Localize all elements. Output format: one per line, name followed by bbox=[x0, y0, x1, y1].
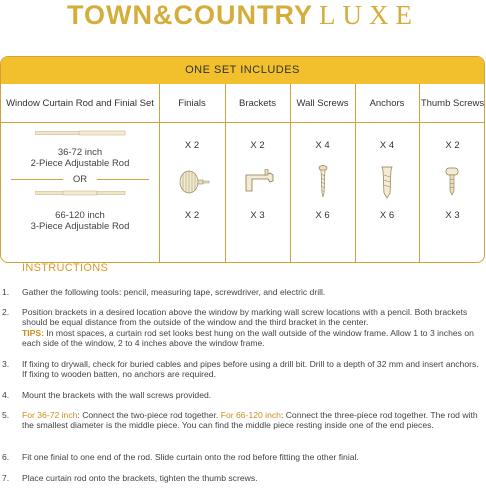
col-header-finials: Finials bbox=[178, 98, 206, 109]
step-number: 2. bbox=[2, 307, 10, 317]
step-text: If fixing to drywall, check for buried cables and pipes before using a drill bit. Drill to a depth of 32 mm and insert anchors. If fixing to wooden batten, no anchors are required. bbox=[22, 359, 479, 380]
size-highlight: For 36-72 inch bbox=[22, 410, 78, 420]
finials-qty-2: X 2 bbox=[184, 210, 200, 221]
step-text: : Connect the three-piece rod together. The rod with the smallest diameter is the middle piece. You can find the middle piece resting inside one of the end pieces. bbox=[22, 410, 478, 431]
contents-table bbox=[0, 56, 485, 263]
col-header-wall-screws: Wall Screws bbox=[296, 98, 349, 109]
instructions-title: INSTRUCTIONS bbox=[22, 262, 109, 274]
brand-sub: LUXE bbox=[319, 0, 419, 30]
step-text: : Connect the two-piece rod together. bbox=[77, 410, 221, 420]
rod2-size: 66-120 inch bbox=[55, 210, 105, 221]
step-number: 1. bbox=[2, 287, 10, 297]
col-divider bbox=[419, 84, 420, 263]
header-divider bbox=[1, 122, 484, 123]
step-text-block bbox=[22, 307, 480, 349]
table-title: ONE SET INCLUDES bbox=[1, 57, 484, 84]
bracket-icon bbox=[242, 169, 276, 195]
rod1-size: 36-72 inch bbox=[57, 147, 103, 158]
step-number: 5. bbox=[2, 410, 10, 420]
step-text: Position brackets in a desired location above the window by marking wall screw locations with a pencil. Both brackets should be equal distance from the outside of the window and the third bracket in the center. bbox=[22, 307, 468, 328]
col-header-anchors: Anchors bbox=[369, 98, 405, 109]
brand-logo bbox=[0, 0, 486, 34]
thumb-screws-qty-2: X 3 bbox=[445, 210, 460, 221]
anchors-qty-2: X 6 bbox=[379, 210, 395, 221]
col-divider bbox=[355, 84, 356, 263]
rod-3-piece-icon bbox=[35, 189, 127, 197]
brand-name: TOWN&COUNTRY bbox=[67, 0, 313, 30]
col-divider bbox=[290, 84, 291, 263]
wall-screws-qty-1: X 4 bbox=[315, 140, 330, 151]
step-number: 3. bbox=[2, 359, 10, 369]
tips-label: TIPS: bbox=[22, 327, 44, 338]
anchors-qty-1: X 4 bbox=[379, 140, 395, 151]
thumb-screw-icon bbox=[444, 167, 460, 197]
brackets-qty-1: X 2 bbox=[250, 140, 265, 151]
finial-icon bbox=[177, 168, 211, 196]
step-text: Gather the following tools: pencil, measuring tape, screwdriver, and electric drill. bbox=[22, 287, 326, 297]
step-number: 6. bbox=[2, 452, 10, 462]
brackets-qty-2: X 3 bbox=[250, 210, 265, 221]
step-number: 7. bbox=[2, 473, 10, 483]
step-text: Fit one finial to one end of the rod. Slide curtain onto the rod before fitting the other finial. bbox=[22, 452, 359, 462]
or-label: OR bbox=[72, 174, 88, 185]
wall-screws-qty-2: X 6 bbox=[315, 210, 330, 221]
step-text: Mount the brackets with the wall screws provided. bbox=[22, 390, 212, 400]
col-divider bbox=[225, 84, 226, 263]
col-header-rod: Window Curtain Rod and Finial Set bbox=[6, 98, 154, 109]
rod-2-piece-icon bbox=[35, 129, 127, 137]
col-divider bbox=[159, 84, 160, 263]
step-text-block bbox=[22, 410, 480, 431]
rod2-desc: 3-Piece Adjustable Rod bbox=[30, 221, 130, 232]
thumb-screws-qty-1: X 2 bbox=[445, 140, 460, 151]
step-number: 4. bbox=[2, 390, 10, 400]
rod1-desc: 2-Piece Adjustable Rod bbox=[30, 158, 130, 169]
finials-qty-1: X 2 bbox=[184, 140, 200, 151]
wall-screw-icon bbox=[316, 165, 330, 199]
anchor-icon bbox=[379, 165, 395, 199]
size-highlight: For 66-120 inch bbox=[220, 410, 281, 420]
col-header-thumb-screws: Thumb Screws bbox=[420, 98, 485, 109]
tips-text: In most spaces, a curtain rod set looks best hung on the wall outside of the window frame. Allow 1 to 3 inches on each side of the window, 2 to 4 inches above the window frame. bbox=[22, 327, 474, 349]
col-header-brackets: Brackets bbox=[239, 98, 276, 109]
step-text: Place curtain rod onto the brackets, tighten the thumb screws. bbox=[22, 473, 258, 483]
